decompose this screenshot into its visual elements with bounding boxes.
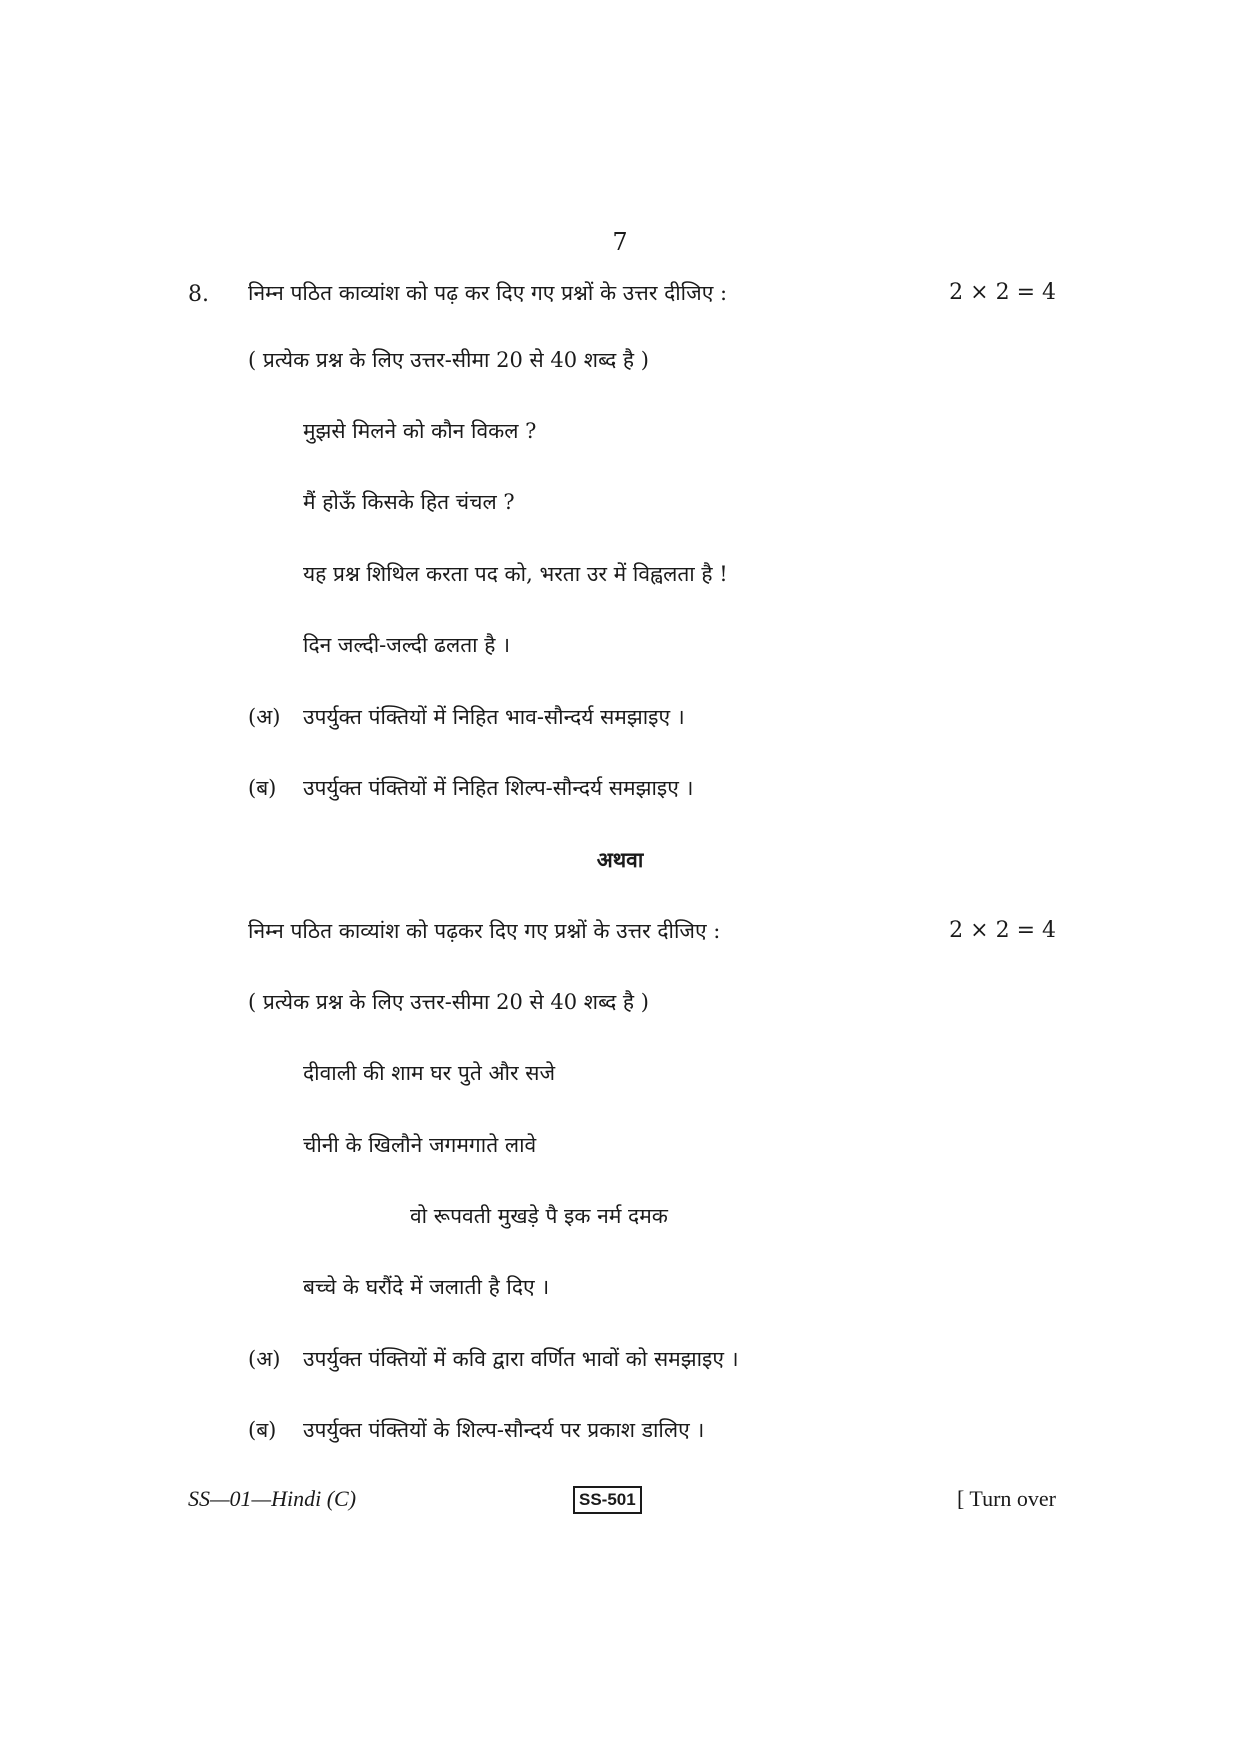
question-marks: 2 × 2 = 4 [949, 280, 1056, 305]
subquestion-label: (अ) [248, 705, 281, 729]
subquestion-text: उपर्युक्त पंक्तियों के शिल्प-सौन्दर्य पर प्रकाश डालिए । [303, 1418, 705, 1442]
subquestion-text: उपर्युक्त पंक्तियों में निहित शिल्प-सौन्दर्य समझाइए । [303, 776, 694, 800]
or-heading: अथवा [596, 847, 644, 872]
poem-line: बच्चे के घरौंदे में जलाती है दिए । [303, 1275, 550, 1299]
page-number: 7 [612, 228, 628, 256]
word-limit-note: ( प्रत्येक प्रश्न के लिए उत्तर-सीमा 20 से 40 शब्द है ) [248, 348, 649, 372]
subquestion [248, 702, 685, 732]
subquestion-text: उपर्युक्त पंक्तियों में निहित भाव-सौन्दर्य समझाइए । [303, 705, 685, 729]
question-marks: 2 × 2 = 4 [949, 918, 1056, 943]
subquestion [248, 1415, 704, 1445]
poem-line: मैं होऊँ किसके हित चंचल ? [303, 490, 515, 514]
subquestion [248, 773, 693, 803]
poem-line: दिन जल्दी-जल्दी ढलता है । [303, 633, 511, 657]
poem-line: यह प्रश्न शिथिल करता पद को, भरता उर में विह्वलता है ! [303, 562, 728, 586]
poem-line: दीवाली की शाम घर पुते और सजे [303, 1061, 556, 1085]
subquestion-label: (अ) [248, 1347, 281, 1371]
question-number: 8. [188, 282, 209, 307]
question-instruction: निम्न पठित काव्यांश को पढ़ कर दिए गए प्रश्नों के उत्तर दीजिए : [248, 281, 728, 305]
series-code-box: SS-501 [573, 1486, 642, 1514]
turn-over-note: [ Turn over [956, 1486, 1056, 1511]
subquestion-label: (ब) [248, 776, 277, 800]
subquestion-text: उपर्युक्त पंक्तियों में कवि द्वारा वर्णित भावों को समझाइए । [303, 1347, 739, 1371]
subquestion [248, 1344, 739, 1374]
paper-code: SS—01—Hindi (C) [188, 1486, 357, 1511]
poem-line: चीनी के खिलौने जगमगाते लावे [303, 1133, 537, 1157]
poem-line: वो रूपवती मुखड़े पै इक नर्म दमक [410, 1204, 668, 1228]
question-instruction: निम्न पठित काव्यांश को पढ़कर दिए गए प्रश्नों के उत्तर दीजिए : [248, 919, 721, 943]
word-limit-note: ( प्रत्येक प्रश्न के लिए उत्तर-सीमा 20 से 40 शब्द है ) [248, 990, 649, 1014]
poem-line: मुझसे मिलने को कौन विकल ? [303, 419, 537, 443]
subquestion-label: (ब) [248, 1418, 277, 1442]
